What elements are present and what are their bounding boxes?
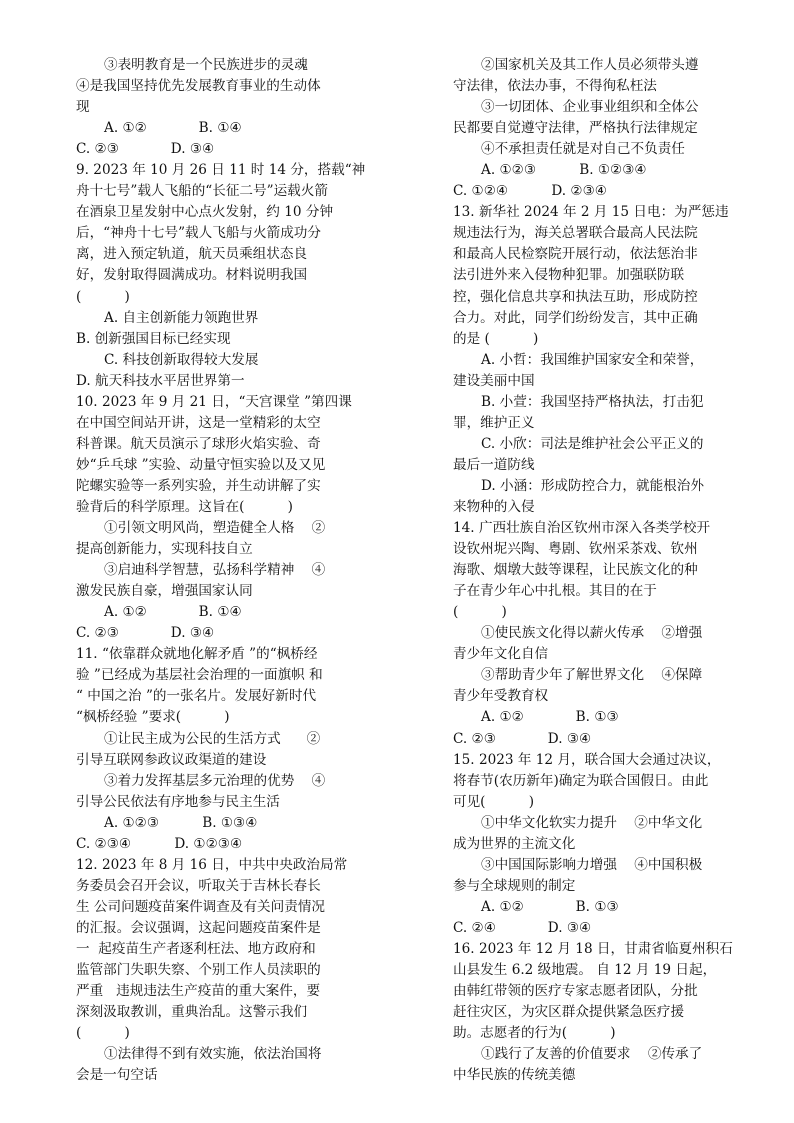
text-line: 规违法行为，海关总署联合最高人民法院 [453,225,698,242]
text-line: 赶往灾区，为灾区群众提供紧急医疗援 [453,1004,685,1021]
text-line: 一 起疫苗生产者逐利枉法、地方政府和 [76,940,316,957]
text-line: 后，“神舟十七号”载人飞船与火箭成功分 [76,225,321,242]
text-line: B. 创新强国目标已经实现 [76,330,231,347]
text-line: 妙“乒乓球 ”实验、动量守恒实验以及又见 [76,456,326,473]
text-line: ③启迪科学智慧，弘扬科学精神 ④ [104,562,326,579]
left-column [76,55,366,1086]
text-line: “枫桥经验 ”要求( ) [76,709,230,726]
text-line: 13. 新华社 2024 年 2 月 15 日电：为严惩违 [453,204,729,221]
text-line: D. 小涵：形成防控合力，就能根治外 [481,477,704,494]
text-line: A. ①②③ B. ①②③④ [481,162,647,179]
text-line: 验背后的科学原理。这旨在( ) [76,498,293,515]
text-line: 会是一句空话 [76,1067,158,1084]
text-line: 务委员会召开会议，听取关于吉林长春长 [76,877,321,894]
text-line: ①践行了友善的价值要求 ②传承了 [481,1046,703,1063]
text-line: ③着力发挥基层多元治理的优势 ④ [104,772,326,789]
text-line: 和最高人民检察院开展行动，依法惩治非 [453,246,698,263]
text-line: 在酒泉卫星发射中心点火发射，约 10 分钟 [76,204,334,221]
text-line: C. ②③ D. ③④ [453,730,592,747]
text-line: 可见( ) [453,793,535,810]
text-line: 验 ”已经成为基层社会治理的一面旗帜 和 [76,667,323,684]
text-line: ①中华文化软实力提升 ②中华文化 [481,814,703,831]
text-line: ③中国国际影响力增强 ④中国积极 [481,856,703,873]
text-line: 设钦州坭兴陶、粤剧、钦州采茶戏、钦州 [453,541,698,558]
text-line: C. ②④ D. ③④ [453,919,592,936]
text-line: 科普课。航天员演示了球形火焰实验、奇 [76,435,321,452]
text-line: C. ②③④ D. ①②③④ [76,835,243,852]
text-line: ( ) [76,1025,130,1042]
text-line: 引导互联网参政议政渠道的建设 [76,751,267,768]
text-line: 16. 2023 年 12 月 18 日，甘肃省临夏州积石 [453,940,733,957]
right-column [453,55,733,1086]
text-line: ①法律得不到有效实施，依法治国将 [104,1046,322,1063]
text-line: A. ①② B. ①③ [481,898,619,915]
text-line: 深刻汲取教训，重典治乱。这警示我们 [76,1004,308,1021]
text-line: 15. 2023 年 12 月，联合国大会通过决议， [453,751,721,768]
text-line: 11. “依靠群众就地化解矛盾 ”的“枫桥经 [76,646,318,663]
text-line: 好，发射取得圆满成功。材料说明我国 [76,267,308,284]
text-line: 监管部门失职失察、个别工作人员渎职的 [76,962,321,979]
text-line: 的汇报。会议强调，这起问题疫苗案件是 [76,919,321,936]
text-line: 12. 2023 年 8 月 16 日，中共中央政治局常 [76,856,348,873]
text-line: 中华民族的传统美德 [453,1067,576,1084]
text-line: C. 小欣：司法是维护社会公平正义的 [481,435,704,452]
text-line: 陀螺实验等一系列实验，并生动讲解了实 [76,477,321,494]
text-line: ( ) [76,288,130,305]
text-line: 离，进入预定轨道，航天员乘组状态良 [76,246,308,263]
text-line: ③表明教育是一个民族进步的灵魂 [104,57,308,73]
text-line: C. ②③ D. ③④ [76,625,215,642]
text-line: A. ①② B. ①④ [104,120,242,137]
text-line: ( ) [453,604,507,621]
text-line: 助。志愿者的行为( ) [453,1025,616,1042]
text-line: 来物种的入侵 [453,498,535,515]
text-line: 严重 违规违法生产疫苗的重大案件，要 [76,983,321,1000]
text-line: 在中国空间站开讲，这是一堂精彩的太空 [76,414,321,431]
text-line: B. 小萱：我国坚持严格执法，打击犯 [481,393,704,410]
text-line: ①让民主成为公民的生活方式 ② [104,730,321,747]
text-line: 罪，维护正义 [453,414,535,431]
text-line: 10. 2023 年 9 月 21 日，“天宫课堂 ”第四课 [76,393,352,410]
text-line: A. 小哲：我国维护国家安全和荣誉， [481,351,704,368]
text-line: C. ②③ D. ③④ [76,141,215,158]
text-line: 将春节(农历新年)确定为联合国假日。由此 [453,772,709,789]
text-line: 守法律，依法办事，不得徇私枉法 [453,78,657,95]
text-line: A. ①②③ B. ①③④ [104,814,258,831]
text-line: 青少年受教育权 [453,688,549,705]
text-line: 子在青少年心中扎根。其目的在于 [453,583,657,600]
text-line: A. ①② B. ①④ [104,604,242,621]
text-line: ④是我国坚持优先发展教育事业的生动体 [76,78,321,95]
text-line: 青少年文化自信 [453,646,549,663]
text-line: ①使民族文化得以薪火传承 ②增强 [481,625,703,642]
text-line: 民都要自觉遵守法律，严格执行法律规定 [453,120,698,137]
text-line: 海歌、烟墩大鼓等课程，让民族文化的种 [453,562,698,579]
text-line: ③帮助青少年了解世界文化 ④保障 [481,667,703,684]
text-line: 最后一道防线 [453,456,535,473]
text-line: 9. 2023 年 10 月 26 日 11 时 14 分，搭载“神 [76,162,366,179]
text-line: A. ①② B. ①③ [481,709,619,726]
text-line: 由韩红带领的医疗专家志愿者团队，分批 [453,983,698,1000]
text-line: 建设美丽中国 [453,372,535,389]
text-line: 成为世界的主流文化 [453,835,576,852]
text-line: 生 公司问题疫苗案件调查及有关问责情况 [76,898,326,915]
text-line: 法引进外来入侵物种犯罪。加强联防联 [453,267,685,284]
text-line: ③一切团体、企业事业组织和全体公 [481,99,699,116]
text-line: 山县发生 6.2 级地震。 自 12 月 19 日起， [453,962,717,979]
text-line: 舟十七号”载人飞船的“长征二号”运载火箭 [76,183,328,200]
text-line: 控，强化信息共享和执法互助，形成防控 [453,288,698,305]
text-line: “ 中国之治 ”的一张名片。发展好新时代 [76,688,317,705]
text-line: A. 自主创新能力领跑世界 [104,309,259,326]
text-line: D. 航天科技水平居世界第一 [76,372,245,389]
text-line: 14. 广西壮族自治区钦州市深入各类学校开 [453,520,711,537]
text-line: 引导公民依法有序地参与民主生活 [76,793,280,810]
text-line: 激发民族自豪，增强国家认同 [76,583,253,600]
text-line: ②国家机关及其工作人员必须带头遵 [481,57,699,73]
text-line: 提高创新能力，实现科技自立 [76,541,253,558]
text-line: C. ①②④ D. ②③④ [453,183,607,200]
text-line: C. 科技创新取得较大发展 [104,351,259,368]
text-line: ①引领文明风尚，塑造健全人格 ② [104,520,326,537]
text-line: ④不承担责任就是对自己不负责任 [481,141,685,158]
text-line: 的是 ( ) [453,330,539,347]
text-line: 参与全球规则的制定 [453,877,576,894]
text-line: 合力。对此，同学们纷纷发言，其中正确 [453,309,698,326]
text-line: 现 [76,99,90,116]
